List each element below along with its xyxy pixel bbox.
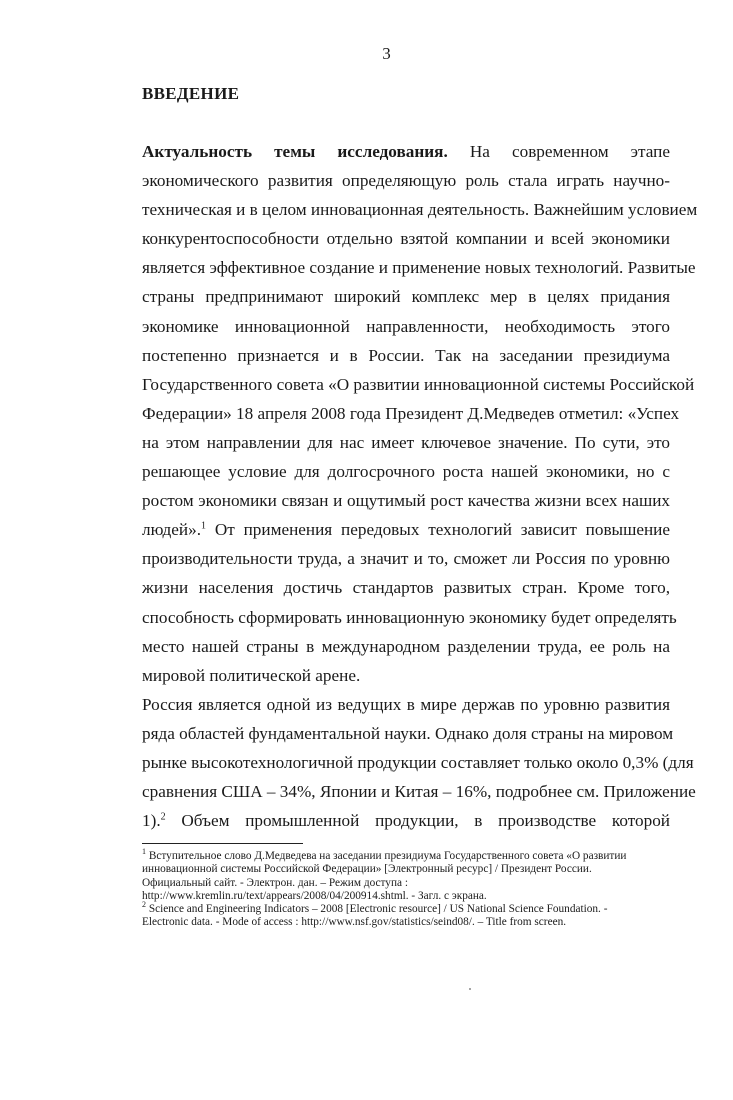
text-line: Государственного совета «О развитии инновационной системы Российской: [142, 374, 695, 394]
text-line: ростом экономики связан и ощутимый рост качества жизни всех наших: [142, 491, 670, 511]
section-heading: ВВЕДЕНИЕ: [142, 84, 240, 103]
text-line: техническая и в целом инновационная деятельность. Важнейшим условием: [142, 200, 698, 220]
text-line: Федерации» 18 апреля 2008 года Президент Д.Медведев отметил: «Успех: [142, 403, 680, 423]
lead-phrase: Актуальность темы исследования.: [142, 142, 448, 161]
footnote-marker: 1: [142, 847, 146, 857]
text-line: конкурентоспособности отдельно взятой компании и всей экономики: [142, 229, 670, 249]
text-line: решающее условие для долгосрочного роста нашей экономики, но с: [142, 462, 670, 482]
footnote-1-line: инновационной системы Российской Федерации» [Электронный ресурс] / Президент России.: [142, 863, 592, 876]
footnote-divider: [142, 843, 303, 844]
footnote-ref-1[interactable]: 1: [201, 520, 207, 532]
text-line: рынке высокотехнологичной продукции составляет только около 0,3% (для: [142, 752, 694, 772]
text-line: производительности труда, а значит и то, сможет ли Россия по уровню: [142, 549, 670, 569]
body-text: [142, 137, 698, 835]
text-span: людей».: [142, 520, 202, 540]
footnotes: [142, 847, 642, 930]
text-line: место нашей страны в международном разделении труда, ее роль на: [142, 636, 670, 656]
text-line: мировой политической арене.: [142, 665, 361, 685]
text-line: [142, 137, 670, 166]
text-span: На современном этапе: [469, 142, 670, 161]
text-span: От применения передовых технологий зависит повышение: [214, 520, 670, 540]
footnote-text: Вступительное слово Д.Медведева на заседании президиума Государственного совета «О развитии: [148, 850, 627, 862]
text-line: является эффективное создание и применение новых технологий. Развитые: [142, 258, 696, 278]
text-line: экономического развития определяющую роль стала играть научно-: [142, 171, 670, 191]
text-span: Объем промышленной продукции, в производстве которой: [181, 811, 671, 831]
text-line: [142, 806, 670, 835]
text-line: жизни населения достичь стандартов развитых стран. Кроме того,: [142, 578, 670, 598]
text-line: ряда областей фундаментальной науки. Однако доля страны на мировом: [142, 723, 674, 743]
scan-speck: [469, 988, 471, 990]
text-line: сравнения США – 34%, Японии и Китая – 16%, подробнее см. Приложение: [142, 782, 696, 802]
footnote-1-line: [142, 847, 642, 863]
text-line: способность сформировать инновационную экономику будет определять: [142, 607, 677, 627]
footnote-2-link[interactable]: Electronic data. - Mode of access : http://www.nsf.gov/statistics/seind08/. – Title from screen.: [142, 916, 567, 929]
footnote-marker: 2: [142, 900, 146, 910]
footnote-text: Science and Engineering Indicators – 2008 [Electronic resource] / US National Science Foundation. -: [148, 903, 608, 916]
text-line: на этом направлении для нас имеет ключевое значение. По сути, это: [142, 432, 670, 452]
footnote-1-line: Официальный сайт. - Электрон. дан. – Режим доступа :: [142, 876, 408, 889]
page-number: 3: [382, 44, 391, 63]
text-line: постепенно признается и в России. Так на заседании президиума: [142, 345, 670, 365]
text-line: страны предпринимают широкий комплекс мер в целях придания: [142, 287, 670, 307]
text-line: [142, 515, 670, 544]
footnote-2-line: [142, 900, 642, 916]
text-line: экономике инновационной направленности, необходимость этого: [142, 316, 670, 336]
text-line: Россия является одной из ведущих в мире держав по уровню развития: [142, 694, 670, 714]
footnote-1-link[interactable]: http://www.kremlin.ru/text/appears/2008/04/200914.shtml. - Загл. с экрана.: [142, 889, 487, 902]
text-span: 1).: [142, 811, 161, 831]
footnote-ref-2[interactable]: 2: [160, 811, 166, 823]
